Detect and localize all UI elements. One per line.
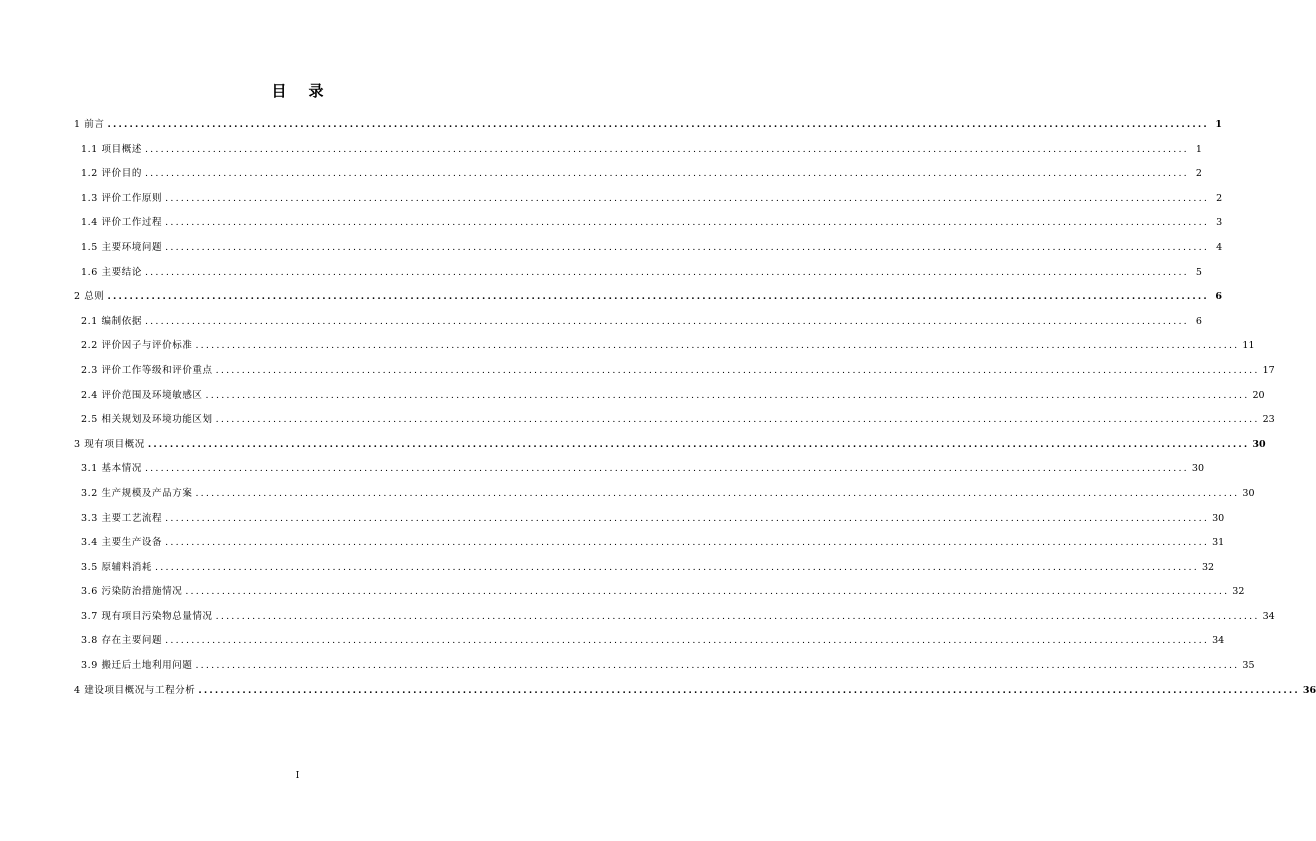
toc-entry-label: 3.6 污染防治措施情况: [81, 586, 183, 598]
toc-leader-dots: ........................................................................................................................................................................................................: [144, 463, 1189, 475]
page-number: I: [295, 771, 300, 781]
toc-entry[interactable]: [74, 534, 1225, 559]
toc-leader-dots: ........................................................................................................................................................................................................: [165, 241, 1210, 253]
toc-entry-page: 1: [1195, 143, 1202, 155]
toc-entry-page: 4: [1216, 241, 1223, 253]
toc-leader-dots: ........................................................................................................................................................................................................: [144, 168, 1189, 180]
toc-entry-label: 3.2 生产规模及产品方案: [81, 487, 193, 499]
toc-leader-dots: ........................................................................................................................................................................................................: [165, 537, 1210, 549]
toc-entry[interactable]: [74, 510, 1225, 535]
toc-entry-page: 34: [1212, 635, 1225, 647]
toc-entry-label: 2 总则: [74, 291, 105, 303]
toc-leader-dots: ........................................................................................................................................................................................................: [147, 438, 1250, 450]
toc-leader-dots: ........................................................................................................................................................................................................: [144, 143, 1189, 155]
toc-entry[interactable]: [74, 239, 1223, 264]
toc-entry-page: 2: [1216, 192, 1223, 204]
toc-leader-dots: ........................................................................................................................................................................................................: [185, 586, 1230, 598]
toc-entry[interactable]: [74, 214, 1223, 239]
toc-entry-page: 2: [1195, 168, 1202, 180]
toc-entry[interactable]: [74, 190, 1223, 215]
toc-leader-dots: ........................................................................................................................................................................................................: [195, 660, 1240, 672]
toc-entry-label: 2.4 评价范围及环境敏感区: [81, 389, 203, 401]
toc-entry-label: 2.2 评价因子与评价标准: [81, 340, 193, 352]
toc-entry-label: 3.3 主要工艺流程: [81, 512, 163, 524]
toc-leader-dots: ........................................................................................................................................................................................................: [205, 389, 1250, 401]
toc-entry-label: 3.5 原辅料消耗: [81, 561, 153, 573]
toc-entry[interactable]: [74, 116, 1222, 141]
toc-entry-page: 11: [1242, 340, 1255, 352]
toc-entry-label: 1 前言: [74, 119, 105, 130]
toc-entry-page: 20: [1252, 389, 1265, 401]
toc-leader-dots: ........................................................................................................................................................................................................: [165, 192, 1210, 204]
toc-leader-dots: ........................................................................................................................................................................................................: [155, 561, 1199, 573]
toc-entry[interactable]: [74, 165, 1202, 190]
toc-entry[interactable]: [74, 559, 1215, 584]
toc-leader-dots: ........................................................................................................................................................................................................: [165, 217, 1210, 229]
toc-entry-label: 1.1 项目概述: [81, 143, 142, 155]
toc-entry-label: 3 现有项目概况: [74, 438, 145, 450]
toc-entry-page: 30: [1212, 512, 1225, 524]
toc-entry-label: 2.5 相关规划及环境功能区划: [81, 414, 213, 426]
toc-entry-label: 4 建设项目概况与工程分析: [74, 684, 196, 696]
toc-entry-page: 32: [1232, 586, 1245, 598]
toc-entry-page: 36: [1302, 684, 1316, 696]
toc-entry[interactable]: [74, 337, 1255, 362]
toc-entry-label: 1.2 评价目的: [81, 168, 142, 180]
toc-entry-page: 3: [1216, 217, 1223, 229]
toc-leader-dots: ........................................................................................................................................................................................................: [195, 487, 1240, 499]
toc-entry[interactable]: [74, 485, 1255, 510]
toc-entry[interactable]: [74, 460, 1204, 485]
toc-entry-label: 2.1 编制依据: [81, 315, 142, 327]
toc-entry-label: 1.3 评价工作原则: [81, 192, 163, 204]
toc-title: 目录: [271, 82, 346, 100]
toc-entry[interactable]: [74, 583, 1245, 608]
toc-leader-dots: ........................................................................................................................................................................................................: [165, 635, 1210, 647]
toc-entry-label: 3.4 主要生产设备: [81, 537, 163, 549]
toc-leader-dots: ........................................................................................................................................................................................................: [215, 364, 1260, 376]
toc-entry-label: 3.7 现有项目污染物总量情况: [81, 610, 213, 622]
toc-entry-label: 3.9 搬迁后土地利用问题: [81, 660, 193, 672]
toc-entry-page: 30: [1252, 438, 1266, 450]
toc-entry-label: 1.5 主要环境问题: [81, 241, 163, 253]
toc-entry-label: 3.1 基本情况: [81, 463, 142, 475]
toc-entry[interactable]: [74, 264, 1202, 289]
toc-entry[interactable]: [74, 608, 1275, 633]
toc-entry[interactable]: [74, 141, 1202, 166]
toc-entry-page: 34: [1262, 610, 1275, 622]
toc-leader-dots: ........................................................................................................................................................................................................: [195, 340, 1240, 352]
toc-entry-page: 32: [1202, 561, 1215, 573]
toc-entry[interactable]: [74, 288, 1222, 313]
toc-entry-page: 23: [1262, 414, 1275, 426]
toc-entry-page: 5: [1195, 266, 1202, 278]
toc-entry[interactable]: [74, 682, 1316, 707]
toc-leader-dots: ........................................................................................................................................................................................................: [144, 315, 1189, 327]
toc-entry-page: 30: [1191, 463, 1204, 475]
toc-entry[interactable]: [74, 632, 1225, 657]
toc-leader-dots: ........................................................................................................................................................................................................: [144, 266, 1189, 278]
toc-entry-label: 1.6 主要结论: [81, 266, 142, 278]
toc-entry[interactable]: [74, 362, 1275, 387]
toc-entry[interactable]: [74, 313, 1202, 338]
toc-entry-page: 30: [1242, 487, 1255, 499]
toc-entry-label: 3.8 存在主要问题: [81, 635, 163, 647]
toc-leader-dots: ........................................................................................................................................................................................................: [165, 512, 1210, 524]
toc-entry[interactable]: [74, 411, 1275, 436]
toc-leader-dots: ........................................................................................................................................................................................................: [107, 291, 1209, 303]
toc-entry[interactable]: [74, 436, 1266, 461]
toc-entry-label: 2.3 评价工作等级和评价重点: [81, 364, 213, 376]
toc-entry-page: 6: [1215, 291, 1222, 303]
toc-leader-dots: ........................................................................................................................................................................................................: [215, 610, 1260, 622]
toc-entry-page: 35: [1242, 660, 1255, 672]
toc-leader-dots: ........................................................................................................................................................................................................: [107, 119, 1209, 130]
toc-entry[interactable]: [74, 387, 1265, 412]
toc-entry-page: 6: [1195, 315, 1202, 327]
toc-leader-dots: ........................................................................................................................................................................................................: [198, 684, 1300, 696]
toc-entry-page: 1: [1215, 119, 1222, 130]
toc-leader-dots: ........................................................................................................................................................................................................: [215, 414, 1260, 426]
table-of-contents: [74, 116, 1316, 706]
toc-entry-page: 31: [1212, 537, 1225, 549]
toc-entry[interactable]: [74, 657, 1255, 682]
toc-entry-label: 1.4 评价工作过程: [81, 217, 163, 229]
toc-entry-page: 17: [1262, 364, 1275, 376]
